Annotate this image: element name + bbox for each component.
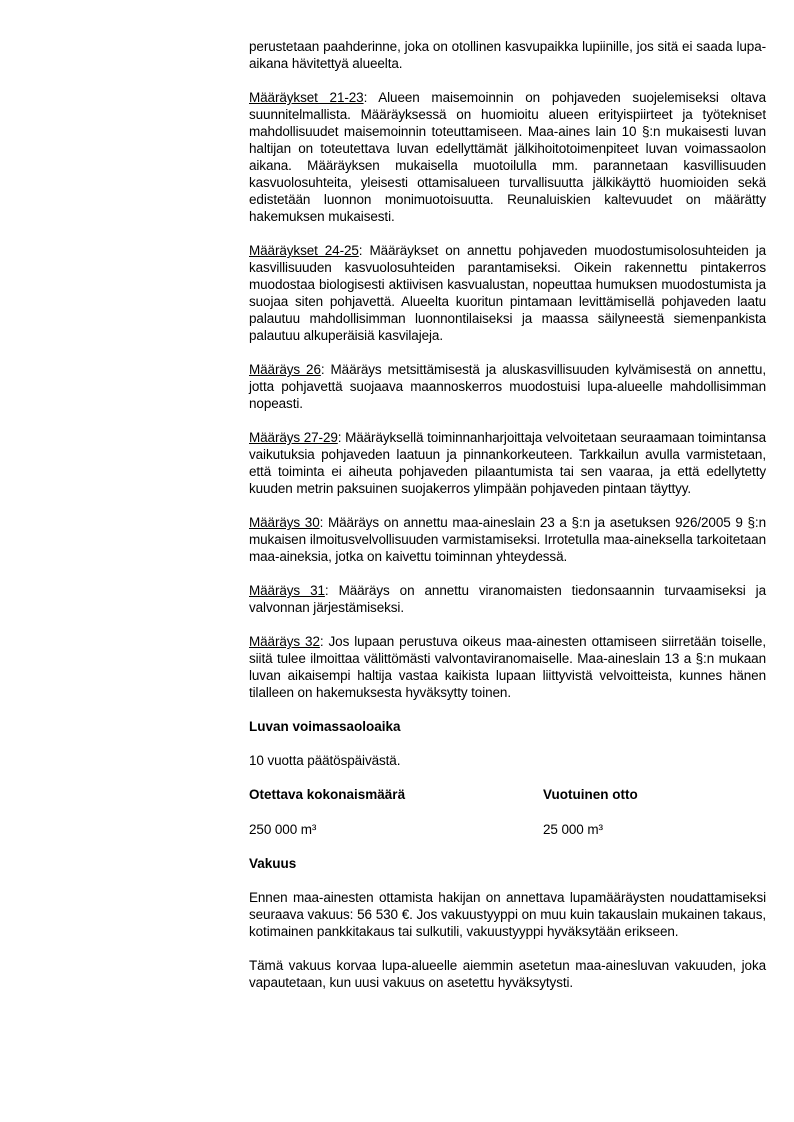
provision-paragraph <box>249 633 766 701</box>
paragraph <box>249 38 766 72</box>
amount-column <box>249 786 543 838</box>
provision-label: Määräys 26 <box>249 362 321 377</box>
paragraph-text: Tämä vakuus korvaa lupa-alueelle aiemmin asetetun maa-ainesluvan vakuuden, joka vapautetaan, kun uusi vakuus on asetettu hyväksytysti. <box>249 958 766 990</box>
document-body <box>249 38 766 1008</box>
paragraph-text: : Määräyksellä toiminnanharjoittaja velvoitetaan seuraamaan toimintansa vaikutuksia pohjaveden laatuun ja pinnankorkeuteen. Tarkkailun avulla varmistetaan, että toiminta ei aiheuta pohjaveden pilaantumista tai sen vaaraa, ja että edellytetty kuuden metrin paksuinen suojakerros ylimpään pohjaveden pintaan täyttyy. <box>249 430 766 496</box>
provision-label: Määräykset 24-25 <box>249 243 359 258</box>
paragraph-text: : Määräykset on annettu pohjaveden muodostumisolosuhteiden ja kasvillisuuden kasvuolosuhteiden parantamiseksi. Oikein rakennettu pintakerros muodostaa biologisesti aktiivisen kasvualustan, nopeuttaa humuksen muodostumista ja suojaa siten pohjavettä. Alueelta kuoritun pintamaan levittämisellä pohjaveden laatu palautuu mahdollisimman luonnontilaiseksi ja maassa säilyneestä siemenpankista palautuu alkuperäisiä kasvilajeja. <box>249 243 766 343</box>
section-heading: Luvan voimassaoloaika <box>249 719 401 734</box>
provision-label: Määräys 31 <box>249 583 325 598</box>
paragraph-text: : Määräys metsittämisestä ja aluskasvillisuuden kylvämisestä on annettu, jotta pohjavettä suojaava maannoskerros muodostuisi lupa-alueelle mahdollisimman nopeasti. <box>249 362 766 411</box>
amount-value: 25 000 m³ <box>543 822 603 837</box>
provision-label: Määräys 32 <box>249 634 320 649</box>
paragraph-text: : Jos lupaan perustuva oikeus maa-ainesten ottamiseen siirretään toiselle, siitä tulee ilmoittaa välittömästi valvontaviranomaiselle. Maa-aineslain 13 a §:n mukaan luvan aikaisempi haltija vastaa kaikista lupaan liittyvistä velvoitteista, kunnes hänen tilalleen on hakemuksesta hyväksytty toinen. <box>249 634 766 700</box>
paragraph-text: : Määräys on annettu viranomaisten tiedonsaannin turvaamiseksi ja valvonnan järjestämiseksi. <box>249 583 766 615</box>
provision-paragraph <box>249 361 766 412</box>
paragraph <box>249 752 766 769</box>
paragraph-text: : Määräys on annettu maa-aineslain 23 a §:n ja asetuksen 926/2005 9 §:n mukaisen ilmoitusvelvollisuuden varmistamiseksi. Irrotetulla maa-aineksella tarkoitetaan maa-aineksia, jotka on kaivettu toiminnan yhteydessä. <box>249 515 766 564</box>
amount-column <box>543 786 766 838</box>
paragraph <box>249 889 766 940</box>
amount-table <box>249 786 766 838</box>
amount-column-heading: Vuotuinen otto <box>543 787 638 802</box>
paragraph-text: : Alueen maisemoinnin on pohjaveden suojelemiseksi oltava suunnitelmallista. Määräyksessä on huomioitu alueen erityispiirteet ja työtekniset mahdollisuudet maisemoinnin toteuttamiseen. Maa-aines lain 10 §:n mukaisesti luvan haltijan on toteutettava luvan edellyttämät jälkihoitotoimenpiteet luvan voimassaolon aikana. Määräyksen mukaisella muotoilulla mm. parannetaan kasvillisuuden kasvuolosuhteita, yleisesti ottamisalueen turvallisuutta jälkikäyttö huomioiden sekä edistetään luonnon monimuotoisuutta. Reunaluiskien kaltevuudet on määrätty hakemuksen mukaisesti. <box>249 90 766 224</box>
paragraph <box>249 957 766 991</box>
section-heading: Vakuus <box>249 856 297 871</box>
provision-paragraph <box>249 429 766 497</box>
provision-label: Määräys 30 <box>249 515 320 530</box>
paragraph-text: Ennen maa-ainesten ottamista hakijan on annettava lupamääräysten noudattamiseksi seuraava vakuus: 56 530 €. Jos vakuustyyppi on muu kuin takauslain mukainen takaus, kotimainen pankkitakaus tai sulkutili, vakuustyyppi hyväksytään erikseen. <box>249 890 766 939</box>
provision-paragraph <box>249 582 766 616</box>
amount-column-heading: Otettava kokonaismäärä <box>249 787 406 802</box>
paragraph-text: 10 vuotta päätöspäivästä. <box>249 753 401 768</box>
provision-label: Määräykset 21-23 <box>249 90 364 105</box>
provision-label: Määräys 27-29 <box>249 430 338 445</box>
paragraph-text: perustetaan paahderinne, joka on otollinen kasvupaikka lupiinille, jos sitä ei saada lupa-aikana hävitettyä alueelta. <box>249 39 766 71</box>
provision-paragraph <box>249 89 766 225</box>
provision-paragraph <box>249 242 766 344</box>
amount-value: 250 000 m³ <box>249 822 317 837</box>
provision-paragraph <box>249 514 766 565</box>
